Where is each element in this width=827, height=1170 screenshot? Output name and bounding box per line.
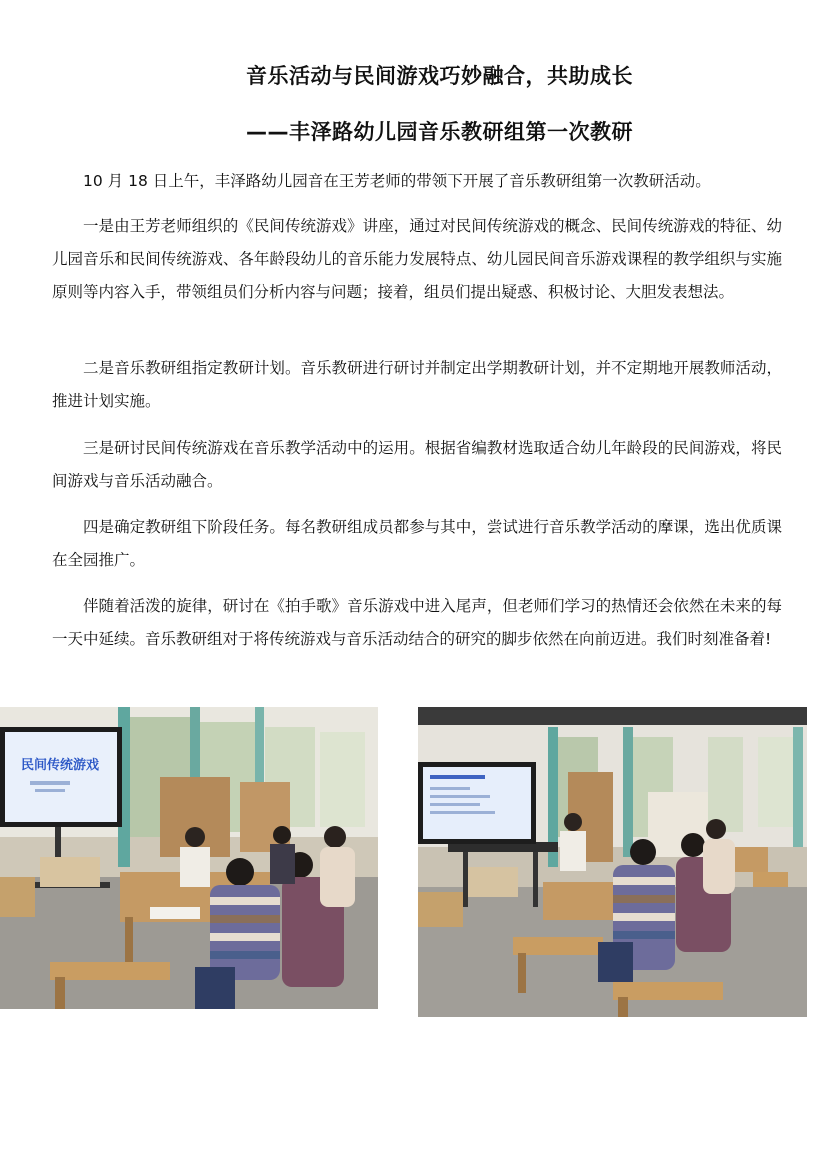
paragraph-lecture: 一是由王芳老师组织的《民间传统游戏》讲座，通过对民间传统游戏的概念、民间传统游戏的特征、幼儿园音乐和民间传统游戏、各年龄段幼儿的音乐能力发展特点、幼儿园民间音乐游戏课程的教学组织与实施原则等内容入手，带领组员们分析内容与问题；接着，组员们提出疑惑、积极讨论、大胆发表想法。	[52, 217, 782, 301]
paragraph-discussion: 三是研讨民间传统游戏在音乐教学活动中的运用。根据省编教材选取适合幼儿年龄段的民间游戏，将民间游戏与音乐活动融合。	[52, 439, 782, 490]
meeting-photo-left	[0, 707, 378, 1009]
paragraph-intro: 10 月 18 日上午，丰泽路幼儿园音在王芳老师的带领下开展了音乐教研组第一次教研活动。	[83, 172, 711, 190]
paragraph-closing: 伴随着活泼的旋律，研讨在《拍手歌》音乐游戏中进入尾声，但老师们学习的热情还会依然在未来的每一天中延续。音乐教研组对于将传统游戏与音乐活动结合的研究的脚步依然在向前迈进。我们时刻准备着!	[52, 597, 782, 648]
paragraph-tasks: 四是确定教研组下阶段任务。每名教研组成员都参与其中，尝试进行音乐教学活动的摩课，选出优质课在全园推广。	[52, 518, 782, 569]
document-title: 音乐活动与民间游戏巧妙融合，共助成长	[246, 64, 633, 88]
document-subtitle: ——丰泽路幼儿园音乐教研组第一次教研	[246, 120, 633, 144]
paragraph-plan: 二是音乐教研组指定教研计划。音乐教研进行研讨并制定出学期教研计划，并不定期地开展教师活动，推进计划实施。	[52, 359, 782, 410]
screen-title: 民间传统游戏	[20, 758, 100, 773]
meeting-photo-right	[418, 707, 807, 1017]
